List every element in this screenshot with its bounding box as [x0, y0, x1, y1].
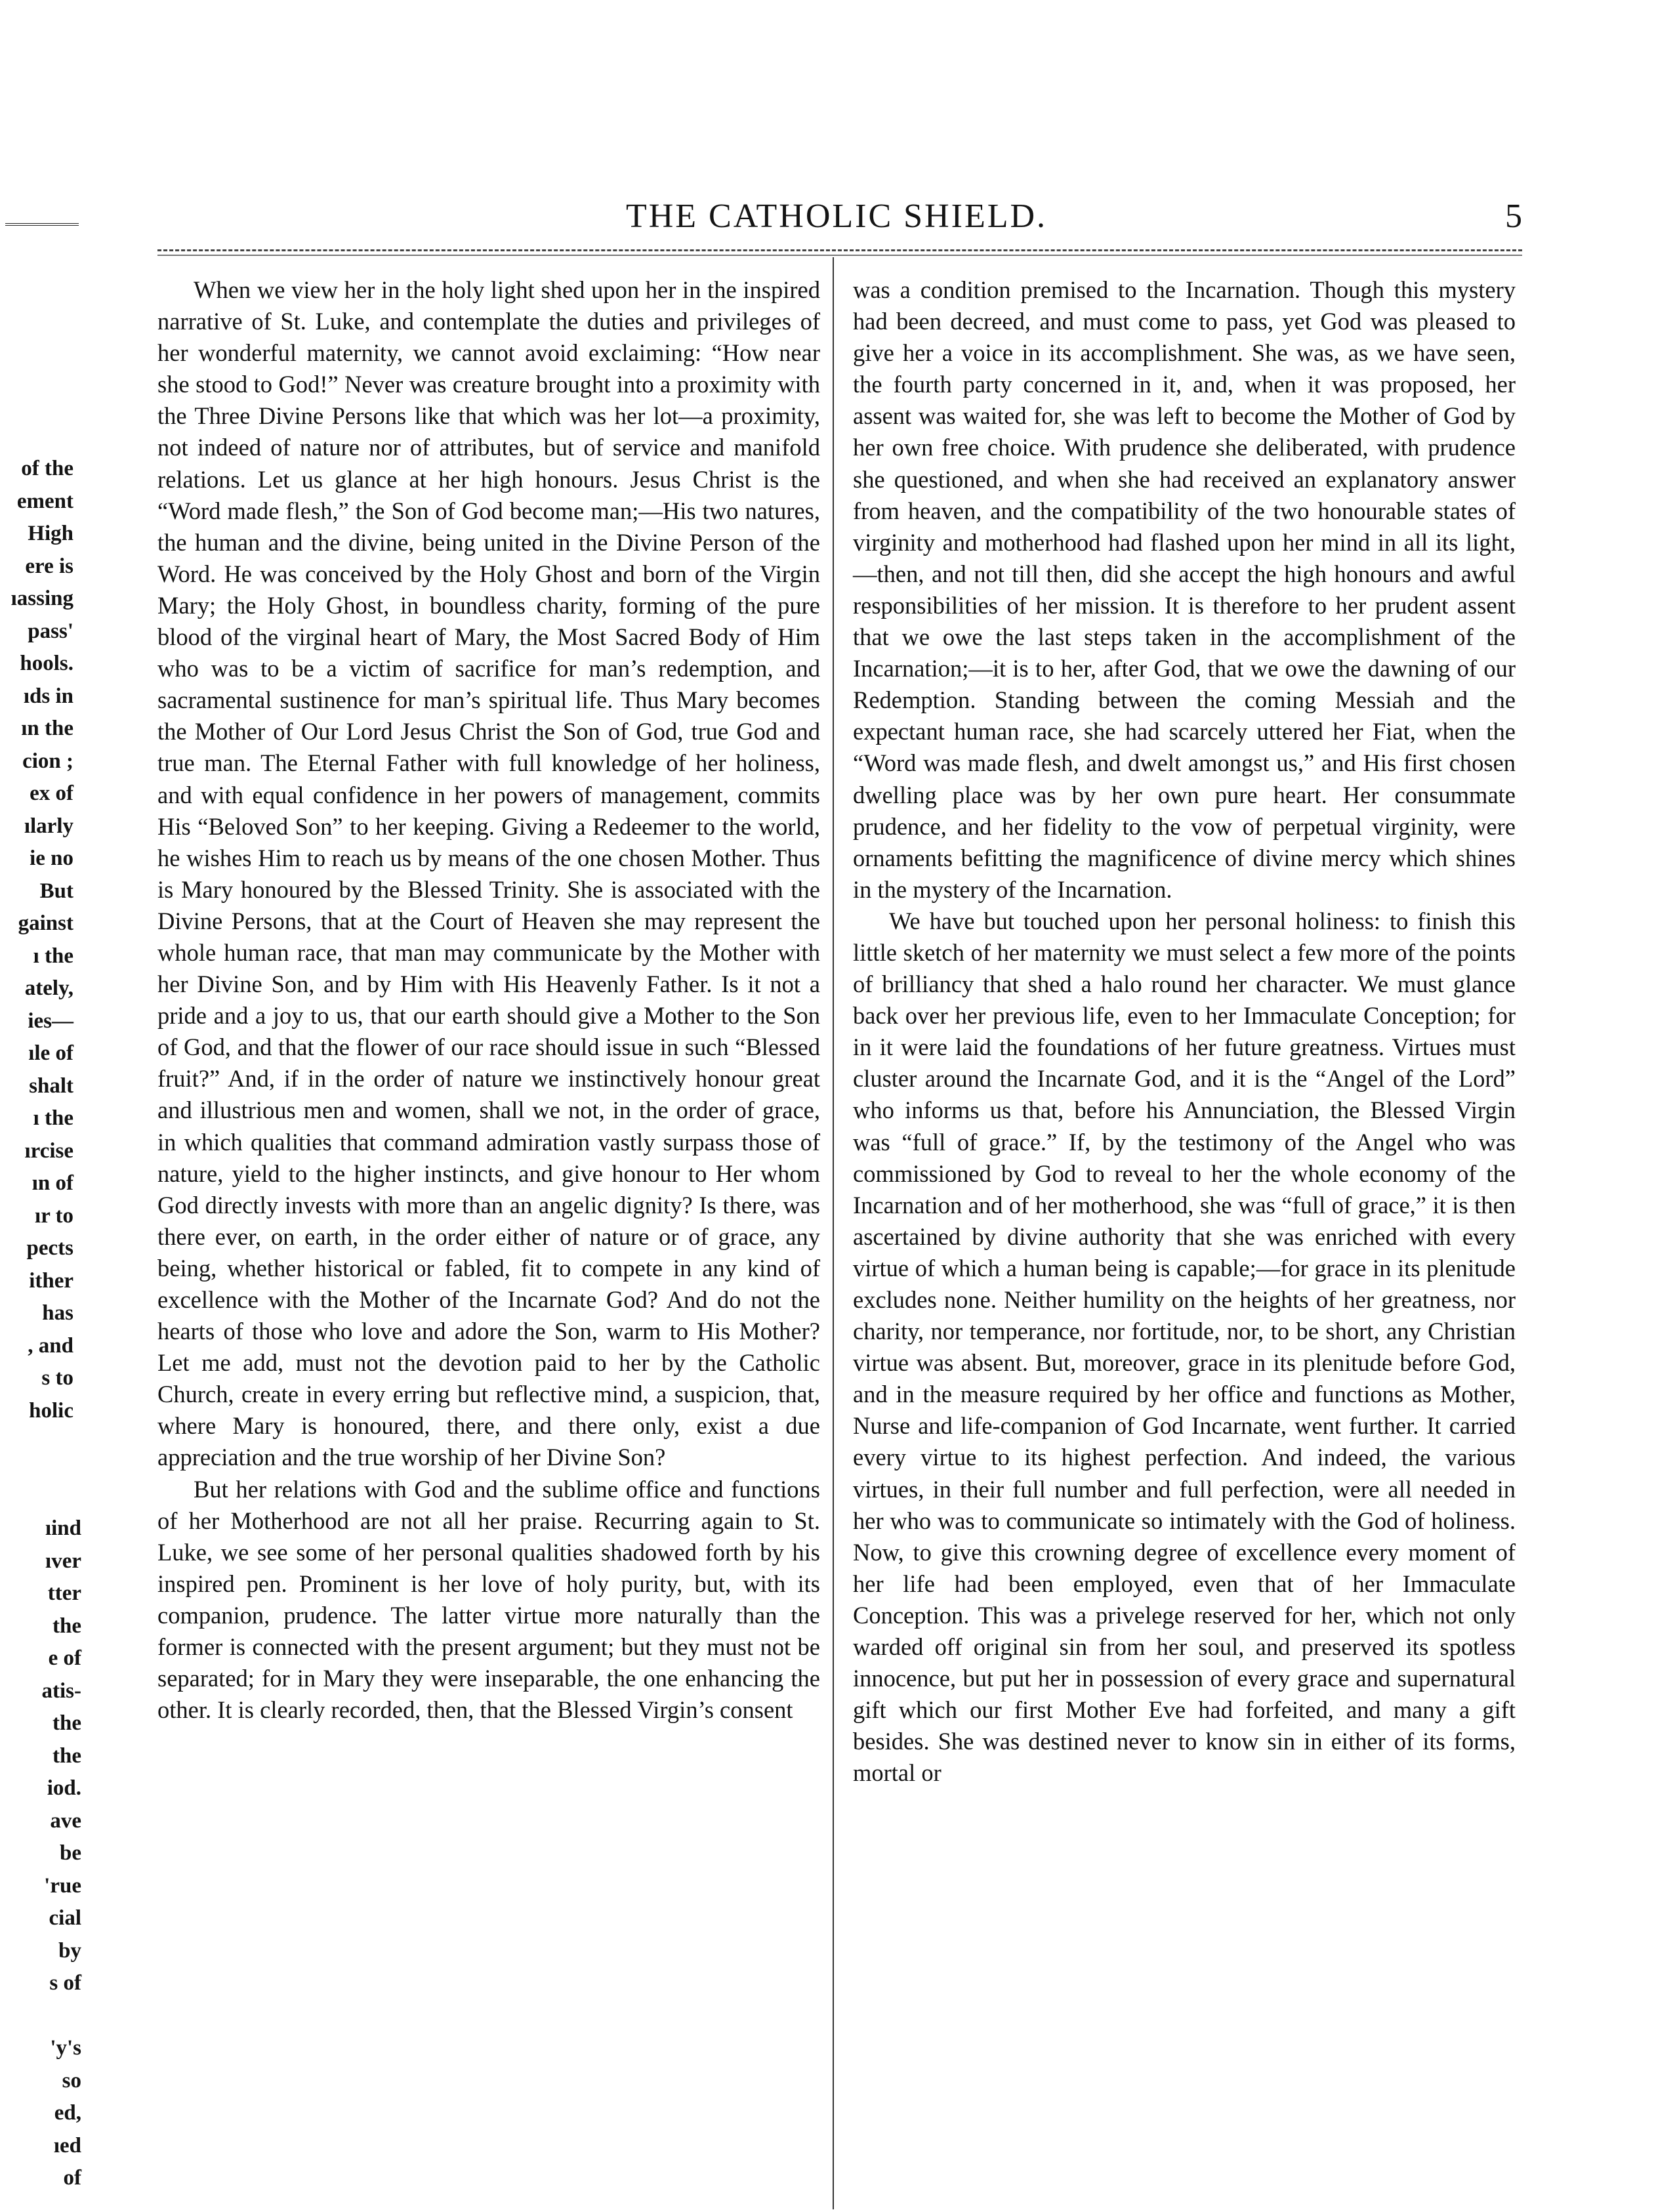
margin-fragment: holic — [29, 1398, 73, 1423]
margin-fragment: ed, — [54, 2101, 81, 2125]
margin-fragment: ex of — [30, 782, 73, 805]
margin-fragment: pects — [26, 1236, 73, 1260]
margin-fragment: ıind — [45, 1516, 81, 1540]
margin-fragments-bottom — [0, 1513, 87, 2195]
margin-fragment: ie no — [30, 846, 73, 870]
paragraph: We have but touched upon her personal holiness: to finish this little sketch of her maternity we must select a few more of the points of brilliancy that shed a halo round her character. We must glance back over her previous life, even to her Immaculate Conception; for in it were laid the foundations of her future greatness. Virtues must cluster around the Incarnate God, and it is the “Angel of the Lord” who informs us that, before his Annunciation, the Blessed Virgin was “full of grace.” If, by the testimony of the Angel who was commissioned by God to reveal to her the whole economy of the Incarnation and of her motherhood, she was “full of grace,” it is then ascertained by divine authority that she was enriched with every virtue of which a human being is capable;—for grace in its plenitude excludes none. Neither humility on the heights of her greatness, nor charity, nor temperance, nor fortitude, nor, to be short, any Christian virtue was absent. But, moreover, grace in its plenitude before God, and in the measure required by her office and functions as Mother, Nurse and life-companion of God Incarnate, went further. It carried every virtue to its highest perfection. And indeed, the various virtues, in their full number and full perfection, were all needed in her who was to communicate so intimately with the God of holiness. Now, to give this crowning degree of excellence every moment of her life had been employed, even that of her Immaculate Conception. This was a privelege reserved for her, which not only warded off original sin from her soul, and preserved its spotless innocence, but put her in possession of every grace and supernatural gift which our first Mother Eve had forfeited, and many a gift besides. She was destined never to know sin in either of its forms, mortal or — [853, 907, 1516, 1787]
margin-fragment: pass' — [28, 619, 73, 643]
margin-fragment: the — [52, 1614, 81, 1638]
header-rule-solid — [157, 255, 1522, 256]
margin-fragment — [0, 2000, 87, 2033]
margin-fragment: be — [60, 1841, 81, 1865]
margin-fragment: shalt — [29, 1074, 73, 1098]
page-title: THE CATHOLIC SHIELD. — [625, 198, 1048, 235]
margin-fragment: ither — [29, 1268, 73, 1293]
margin-fragment: ır to — [35, 1203, 73, 1228]
previous-page-margin — [0, 197, 98, 2212]
margin-fragment: ıassing — [10, 587, 73, 610]
margin-fragment: tter — [47, 1581, 81, 1605]
margin-fragment: ere is — [25, 554, 73, 578]
margin-fragment: ıle of — [28, 1041, 73, 1065]
margin-fragment: , and — [28, 1333, 73, 1358]
paragraph: was a condition premised to the Incarnation. Though this mystery had been decreed, and must come to pass, yet God was pleased to give her a voice in its accomplishment. She was, as we have seen, the fourth party concerned in it, and, when it was proposed, her assent was waited for, she was left to become the Mother of God by her own free choice. With prudence she deliberated, with prudence she questioned, and when she had received an explanatory answer from heaven, and the compatibility of the two honourable states of virginity and motherhood had flashed upon her mind in all its light,—then, and not till then, did she accept the high honours and awful responsibilities of her mission. It is therefore to her prudent assent that we owe the last steps taken in the accomplishment of the Incarnation;—it is to her, after God, that we owe the dawning of our Redemption. Standing between the coming Messiah and the expectant human race, she had scarcely uttered her Fiat, when the “Word was made flesh, and dwelt amongst us,” and His first chosen dwelling place was by her own pure heart. Her consummate prudence, and her fidelity to the vow of perpetual virginity, were ornaments befitting the magnificence of divine mercy which shines in the mystery of the Incarnation. — [853, 276, 1516, 903]
margin-fragment: the — [52, 1711, 81, 1735]
margin-fragment: the — [52, 1743, 81, 1768]
margin-fragment: ately, — [24, 976, 73, 1000]
margin-fragment: s of — [49, 1971, 81, 1995]
margin-fragment: 'rue — [44, 1873, 81, 1898]
margin-fragment: 'y's — [50, 2036, 81, 2060]
column-divider — [833, 257, 834, 2209]
margin-fragment: e of — [48, 1646, 81, 1670]
margin-fragment: so — [62, 2068, 81, 2093]
margin-fragment: ırcise — [24, 1138, 73, 1163]
margin-fragment: of — [63, 2166, 81, 2190]
margin-fragment: has — [42, 1301, 73, 1325]
margin-fragment: by — [58, 1938, 81, 1963]
margin-fragments-top — [0, 453, 79, 1427]
paragraph: When we view her in the holy light shed upon her in the inspired narrative of St. Luke, and contemplate the duties and privileges of her wonderful maternity, we cannot avoid exclaiming: “How near she stood to God!” Never was creature brought into a proximity with the Three Divine Persons like that which was her lot—a proximity, not indeed of nature nor of attributes, but of service and manifold relations. Let us glance at her high honours. Jesus Christ is the “Word made flesh,” the Son of God become man;—His two natures, the human and the divine, being united in the Divine Person of the Word. He was conceived by the Holy Ghost and born of the Virgin Mary; the Holy Ghost, in boundless charity, forming of the pure blood of the virginal heart of Mary, the Most Sacred Body of Him who was to be a victim of sacrifice for man’s redemption, and sacramental sustinence for man’s spiritual life. Thus Mary becomes the Mother of Our Lord Jesus Christ the Son of God, true God and true man. The Eternal Father with full knowledge of her holiness, and with equal confidence in her powers of management, commits His “Beloved Son” to her keeping. Giving a Redeemer to the world, he wishes Him to reach us by means of the one chosen Mother. Thus is Mary honoured by the Blessed Trinity. She is associated with the Divine Persons, that at the Court of Heaven she may represent the whole human race, that man may communicate by the Mother with her Divine Son, and by Him with His Heavenly Father. Is it not a pride and a joy to us, that our earth should give a Mother to the Son of God, and that the flower of our race should issue in such “Blessed fruit?” And, if in the order of nature we instinctively honour great and illustrious men and women, shall we not, in the order of grace, in which qualities that command admiration vastly surpass those of nature, yield to the higher instincts, and give honour to Her whom God directly invests with more than an angelic dignity? Is there, was there ever, on earth, in the order either of nature or of grace, any being, whether historical or fabled, fit to compete in any kind of excellence with the Mother of the Incarnate God? And do not the hearts of those who love and adore the Son, warm to His Mother? Let me add, must not the devotion paid to her by the Catholic Church, create in every erring but reflective mind, a suspicion, that, where Mary is honoured, there, and there only, exist a due appreciation and the true worship of her Divine Son? — [157, 276, 820, 1471]
margin-fragment: ın the — [21, 717, 73, 740]
paragraph: But her relations with God and the sublime office and functions of her Motherhood are not all her praise. Recurring again to St. Luke, we see some of her personal qualities shadowed forth by his inspired pen. Prominent is her love of holy purity, but, with its companion, prudence. The latter virtue more naturally than the former is connected with the present argument; but they must not be separated; for in Mary they were inseparable, the one enhancing the other. It is clearly recorded, then, that the Blessed Virgin’s consent — [157, 1475, 820, 1724]
header-rule — [157, 249, 1522, 251]
margin-fragment: ılarly — [24, 814, 73, 838]
margin-fragment: of the — [21, 457, 73, 480]
margin-fragment: ıver — [45, 1549, 81, 1573]
margin-fragment: ı the — [33, 944, 73, 968]
margin-fragment: cion ; — [22, 749, 73, 773]
margin-fragment: cial — [49, 1906, 81, 1930]
margin-fragment: ın of — [31, 1171, 73, 1195]
margin-fragment: High — [28, 522, 73, 545]
article-column-right — [853, 274, 1516, 1789]
margin-fragment: ı the — [33, 1106, 73, 1130]
margin-fragment: iod. — [47, 1776, 81, 1800]
margin-fragment: atis- — [41, 1679, 81, 1703]
margin-rule — [5, 223, 79, 226]
margin-fragment: gainst — [18, 911, 73, 935]
margin-fragment: ıed — [53, 2133, 81, 2158]
margin-fragment: hools. — [20, 652, 73, 675]
margin-fragment: ies— — [28, 1009, 73, 1033]
margin-fragment: ave — [50, 1808, 81, 1833]
article-column-left — [157, 274, 820, 1726]
margin-fragment: But — [39, 879, 73, 903]
margin-fragment: s to — [41, 1366, 73, 1390]
page-number: 5 — [1505, 198, 1522, 235]
margin-fragment: ıds in — [23, 684, 73, 708]
page-header — [151, 197, 1522, 243]
margin-fragment: ement — [16, 489, 73, 513]
